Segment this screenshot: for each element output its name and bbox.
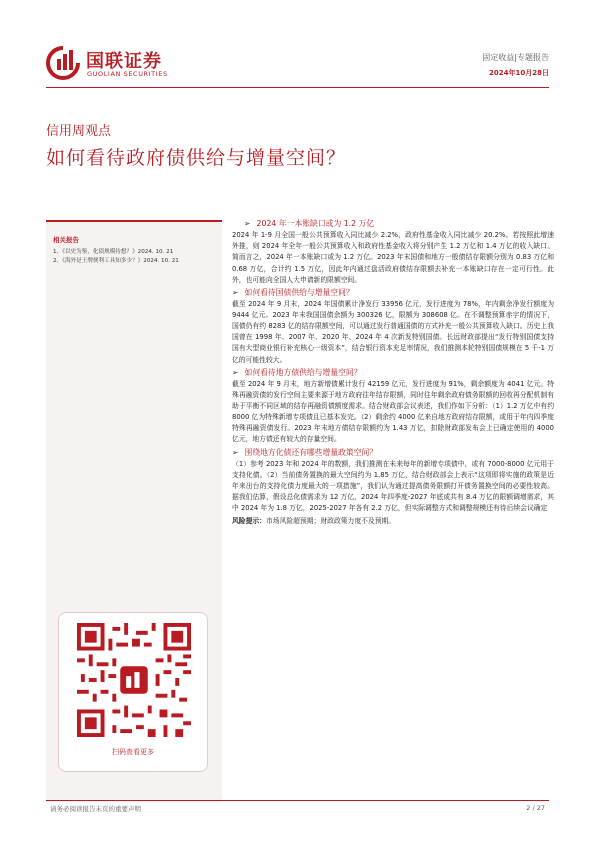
related-report-item[interactable]: 1、《以史为鉴，化债规模待想？》2024. 10. 21: [53, 249, 174, 255]
main-content: [232, 218, 554, 527]
qr-card: [58, 612, 208, 772]
risk-warning: [232, 516, 554, 527]
qr-caption: 扫码查看更多: [112, 748, 154, 756]
arrow-bullet-icon: ➢: [232, 367, 239, 377]
related-reports-heading: 相关报告: [53, 236, 79, 244]
risk-label: 风险提示：: [232, 517, 266, 526]
logo-name-cn: 国联证券: [86, 51, 162, 72]
logo-name-en: GUOLIAN SECURITIES: [87, 70, 168, 78]
section-paragraph: 截至 2024 年 9 月末，2024 年国债累计净发行 33956 亿元，发行进度为 78%，年内剩余净发行额度为 9444 亿元。2023 年末我国国债余额为 300326 亿，限额为 308608 亿。在不调整预算赤字的情况下，国债仍有约 8283 亿的结存限额空间，可以通过发行普通国债的方式补充一般公共预算收入缺口。历史上我国曾在 1998 年、2007 年、2020 年、2024 年 4 次新发特别国债。长远财政部提出“发行特别国债支持国有大型商业银行补充核心一级资本”，结合银行资本充足率情况，我们推测本轮特别国债规模在 5 千-1 万亿的可能性较大。: [232, 299, 554, 364]
footer-divider: [46, 800, 549, 801]
page-number: 2 / 27: [526, 804, 545, 812]
report-title: 如何看待政府债供给与增量空间？: [46, 147, 347, 169]
related-reports-list: [53, 248, 219, 266]
sidebar: [46, 220, 222, 802]
section-heading: ➢ 如何看待地方债供给与增量空间？: [232, 367, 362, 377]
footer-disclaimer: 请务必阅读报告末页的重要声明: [50, 805, 141, 813]
section-paragraph: （1）参考 2023 年和 2024 年的数额，我们推测在未来每年的新增专项债中，或有 7000-8000 亿元用于支持化债。（2）当前债务置换的最大空间约为 1.85 万亿，结合财政部会上表示“这项即将实施的政策是近年来出台的支持化债力度最大的一项措施”，我们认为通过提高债务限额打开债务置换空间的必要性较高。据我们估算，假设总化债需求为 12 万亿，2024 年四季度-2027 年底或共有 8.4 万亿的限额调增需求，其中 2024 年为 1.8 万亿，2025-2027 年各有 2.2 万亿，但实际调整方式和调整规模还有待后续会议确定: [232, 459, 554, 513]
qr-code-icon[interactable]: [77, 623, 191, 737]
header-divider: [46, 87, 549, 88]
report-date: 2024年10月28日: [489, 69, 549, 77]
arrow-bullet-icon: ➢: [232, 287, 239, 297]
section-paragraph: 截至 2024 年 9 月末，地方新增债累计发行 42159 亿元，发行进度为 91%，剩余额度为 4041 亿元。特殊再融资债的发行空间主要来源于地方政府往年结存限额，同时往年剩余政府债务限额的回收再分配机制有助于平衡不同区域的结存再融资债额度需求。结合财政部会议表述，我们作如下分析：（1）1.2 万亿中有约 8000 亿为特殊新增专项债且已基本发完。（2）剩余约 4000 亿来自地方政府结存限额，或用于年内四季度特殊再融资债发行。2023 年末地方债结存限额约为 1.43 万亿，扣除财政部发布会上已确定使用的 4000 亿元，地方债还有较大的存量空间。: [232, 379, 554, 444]
logo-mark-icon: [46, 46, 80, 80]
arrow-bullet-icon: ➢: [232, 447, 239, 457]
report-series: 信用周观点: [46, 124, 112, 139]
section-heading: ➢ 围绕地方化债还有哪些增量政策空间？: [232, 447, 378, 457]
risk-text: 市场风险超预期；财政政策力度不及预期。: [265, 517, 396, 526]
section-heading: ➢ 2024 年一本账缺口或为 1.2 万亿: [244, 219, 375, 228]
section-paragraph: 2024 年 1-9 月全国一般公共预算收入同比减少 2.2%，政府性基金收入同比减少 20.2%。若按照此增速外推，则 2024 年全年一般公共预算收入和政府性基金收入将分别产生 1.2 万亿和 1.4 万亿的收入缺口。简而言之，2024 年一本账缺口或为 1.2 万亿。2023 年末国债和地方一般债结存限额分别为 0.83 万亿和 0.68 万亿，合计约 1.5 万亿，因此年内通过盘活政府债结存限额去补充一本账缺口存在一定可行性。此外，也可能向全国人大申请新的限额空间。: [232, 231, 554, 284]
sidebar-top-rule: [46, 220, 222, 222]
header-meta: [482, 52, 549, 78]
arrow-bullet-icon: ➢: [244, 219, 251, 228]
section-heading: ➢ 如何看待国债供给与增量空间？: [232, 287, 354, 297]
related-report-item[interactable]: 2、《海外是王牌便利工具知多少？》2024. 10. 21: [53, 258, 179, 265]
document-type: 固定收益|专题报告: [482, 53, 549, 62]
company-logo: [46, 46, 196, 80]
